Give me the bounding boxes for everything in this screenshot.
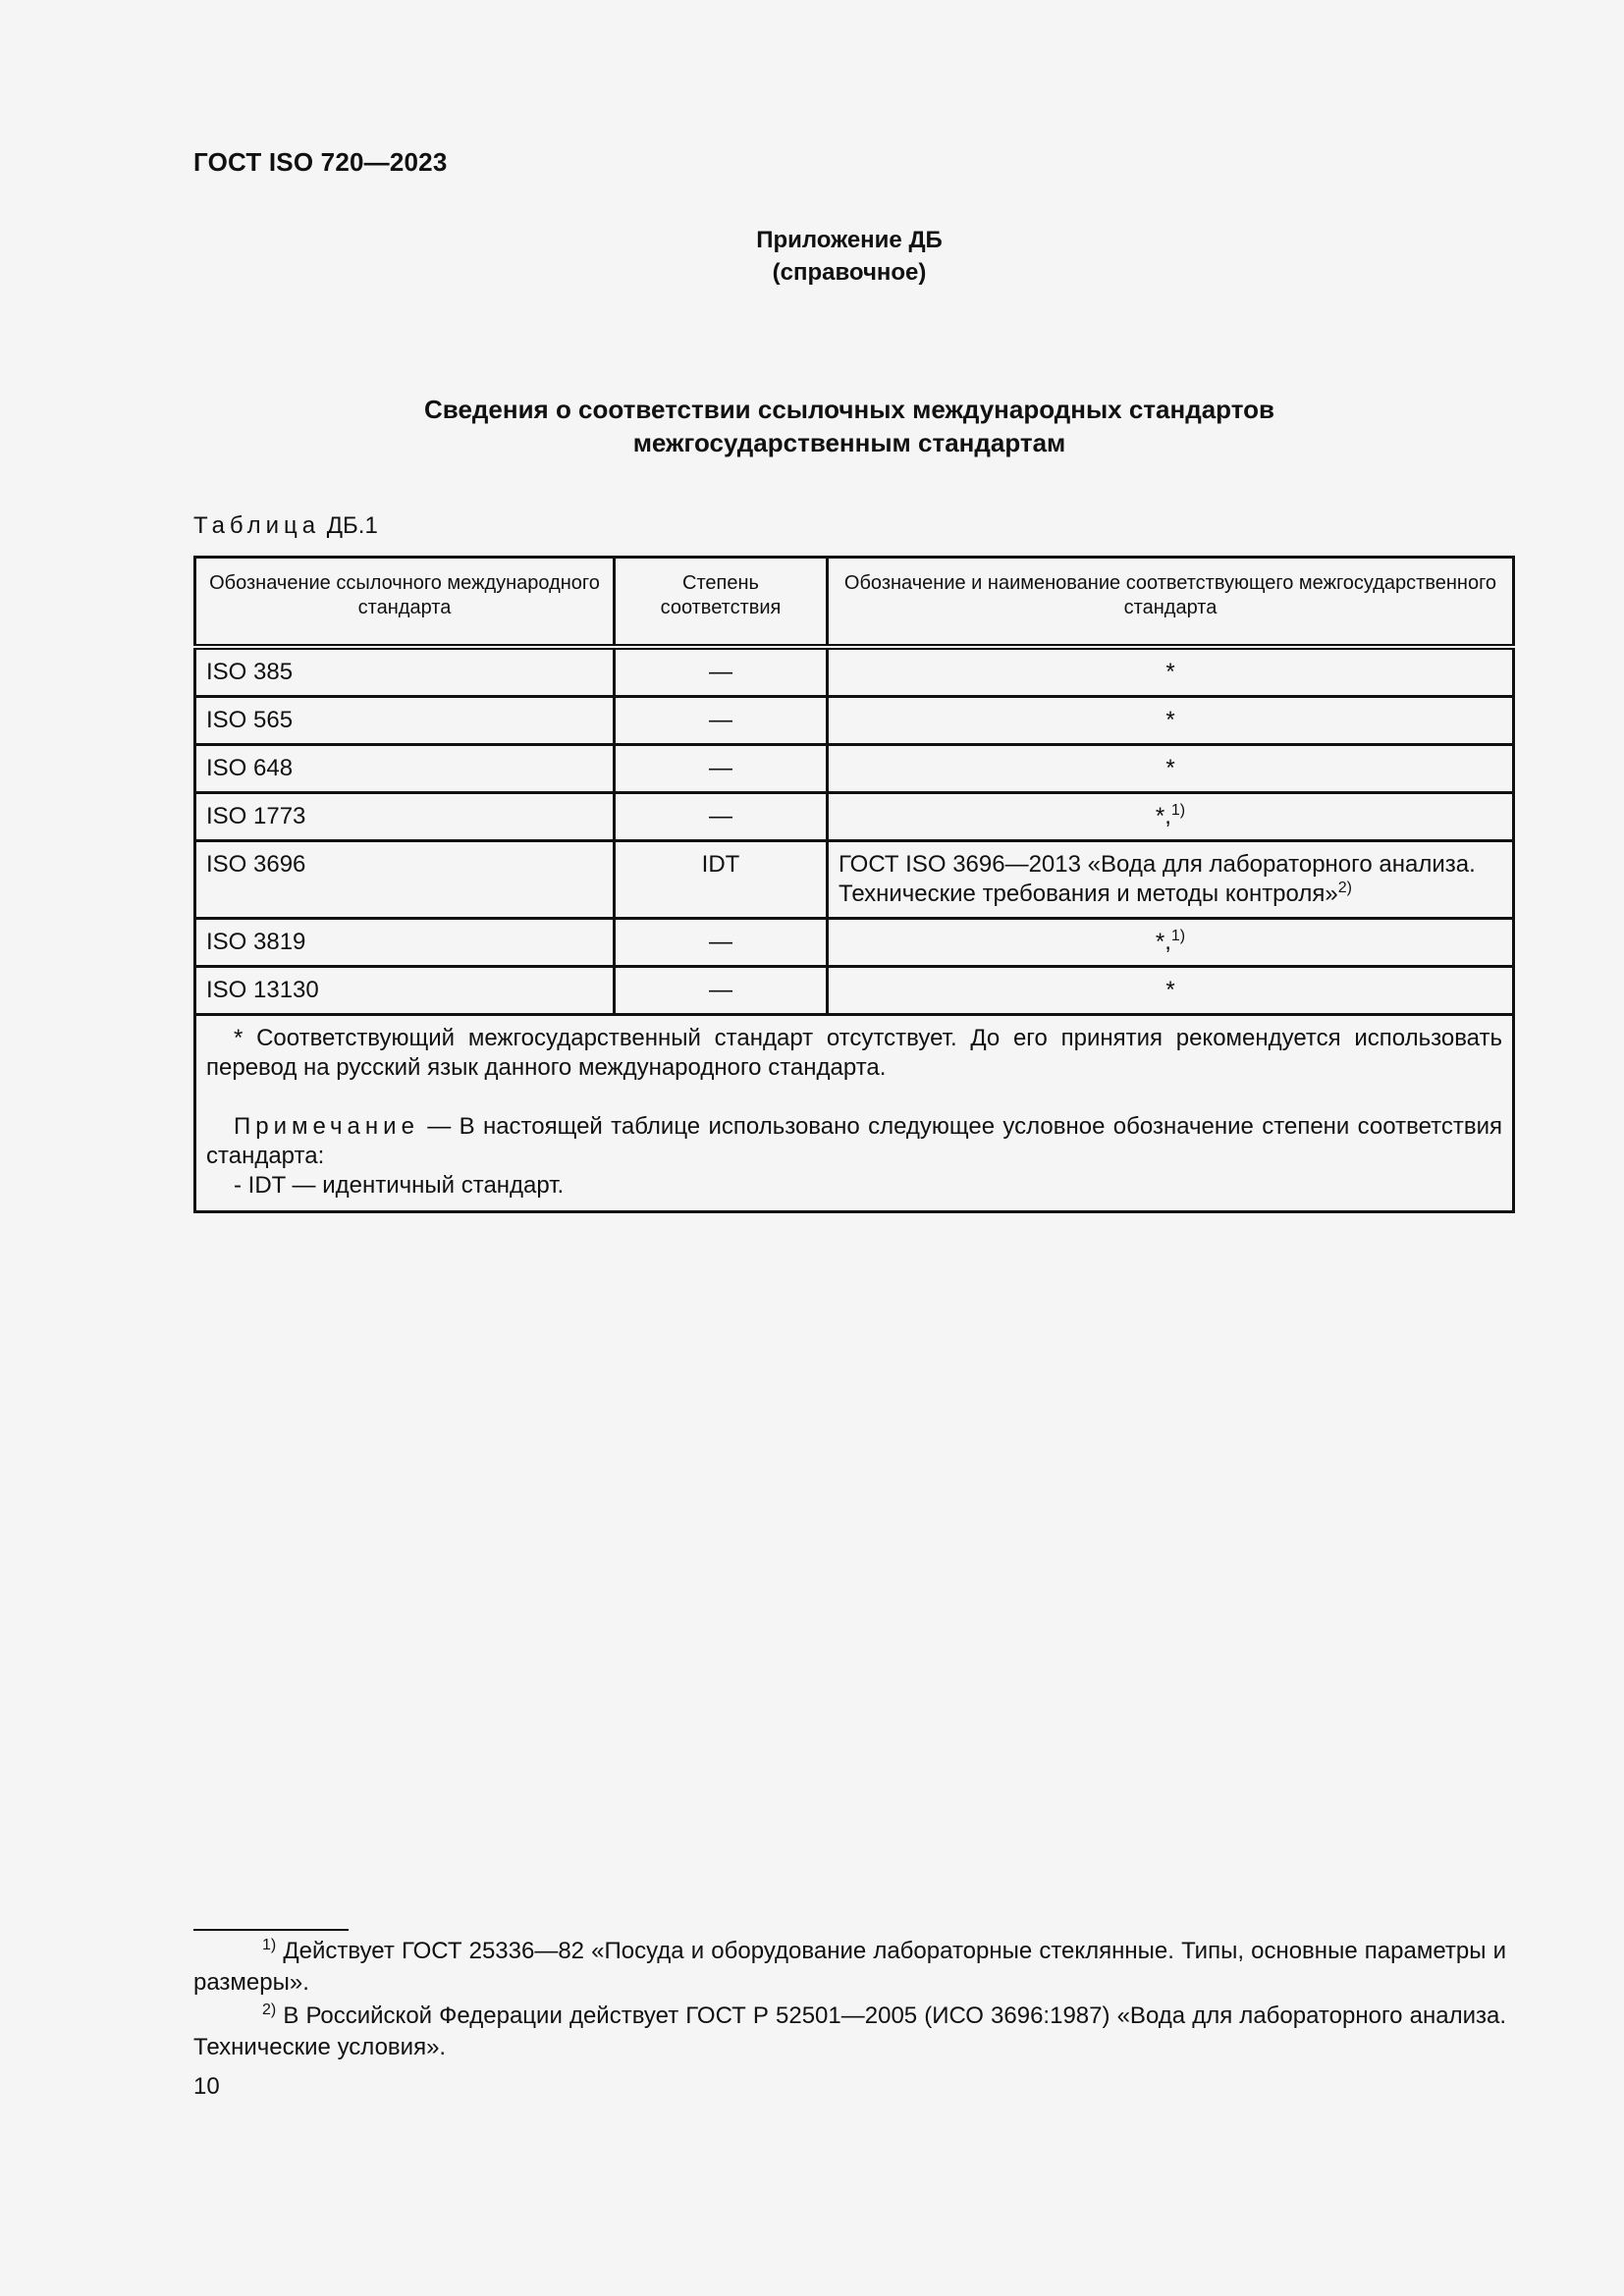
cell-reference: ISO 385	[195, 647, 615, 697]
national-text: *	[1165, 707, 1175, 733]
table-notes-row	[195, 1015, 1514, 1212]
note-text: — В настоящей таблице использовано следующее условное обозначение степени соответствия стандарта:	[206, 1113, 1502, 1169]
table-label	[193, 512, 378, 540]
national-text: *,	[1155, 929, 1171, 955]
cell-reference: ISO 1773	[195, 793, 615, 841]
cell-reference: ISO 3819	[195, 919, 615, 967]
note-star: * Соответствующий межгосударственный стандарт отсутствует. До его принятия рекомендуется использовать перевод на русский язык данного международного стандарта.	[206, 1025, 1502, 1081]
cell-reference: ISO 3696	[195, 841, 615, 919]
cell-reference: ISO 648	[195, 745, 615, 793]
table-row	[195, 919, 1514, 967]
cell-national	[828, 745, 1514, 793]
cell-degree: IDT	[615, 841, 828, 919]
column-header-reference: Обозначение ссылочного международного стандарта	[195, 558, 615, 648]
table-row	[195, 841, 1514, 919]
cell-degree: —	[615, 793, 828, 841]
cell-reference: ISO 565	[195, 697, 615, 745]
section-title	[0, 393, 1624, 459]
footnote-2	[193, 2001, 1506, 2063]
table-row	[195, 647, 1514, 697]
national-text: *	[1165, 977, 1175, 1003]
cell-reference: ISO 13130	[195, 967, 615, 1015]
table-label-id: ДБ.1	[326, 512, 378, 539]
annex-title: Приложение ДБ	[756, 227, 943, 253]
footnote-ref: 2)	[1337, 880, 1352, 896]
cell-degree: —	[615, 919, 828, 967]
note-paragraph	[206, 1112, 1502, 1171]
footnote-ref: 1)	[1170, 802, 1186, 819]
cell-national	[828, 697, 1514, 745]
cell-national	[828, 647, 1514, 697]
national-text: ГОСТ ISO 3696—2013 «Вода для лабораторного анализа. Технические требования и методы контроля»	[839, 851, 1476, 907]
annex-subtitle: (справочное)	[772, 259, 927, 286]
national-text: *	[1165, 755, 1175, 781]
footnote-ref: 1)	[1170, 928, 1186, 944]
footnote-separator	[193, 1929, 349, 1931]
section-title-line2: межгосударственным стандартам	[632, 428, 1066, 457]
cell-national	[828, 919, 1514, 967]
national-text: *,	[1155, 803, 1171, 829]
cell-national	[828, 841, 1514, 919]
note-item: - IDT — идентичный стандарт.	[234, 1172, 565, 1199]
footnote-mark: 1)	[262, 1937, 277, 1953]
cell-degree: —	[615, 647, 828, 697]
table-row	[195, 697, 1514, 745]
column-header-national: Обозначение и наименование соответствующего межгосударственного стандарта	[828, 558, 1514, 648]
table-notes	[195, 1015, 1514, 1212]
footnote-text: В Российской Федерации действует ГОСТ Р 52501—2005 (ИСО 3696:1987) «Вода для лабораторного анализа. Технические условия».	[193, 2002, 1506, 2060]
annex-heading	[0, 224, 1624, 289]
column-header-degree: Степень соответствия	[615, 558, 828, 648]
table-row	[195, 793, 1514, 841]
correspondence-table	[193, 556, 1515, 1213]
cell-degree: —	[615, 745, 828, 793]
table-row	[195, 967, 1514, 1015]
footnote-mark: 2)	[262, 2002, 277, 2018]
table-header-row	[195, 558, 1514, 648]
page-number: 10	[193, 2073, 220, 2100]
table-row	[195, 745, 1514, 793]
cell-national	[828, 967, 1514, 1015]
document-header: ГОСТ ISO 720—2023	[193, 147, 448, 177]
footnote-1	[193, 1936, 1506, 1999]
footnotes	[193, 1936, 1506, 2065]
section-title-line1: Сведения о соответствии ссылочных международных стандартов	[424, 395, 1274, 424]
footnote-text: Действует ГОСТ 25336—82 «Посуда и оборудование лабораторные стеклянные. Типы, основные параметры и размеры».	[193, 1938, 1506, 1996]
table-label-word: Таблица	[193, 512, 321, 539]
note-head: Примечание	[234, 1113, 419, 1140]
cell-national	[828, 793, 1514, 841]
national-text: *	[1165, 659, 1175, 685]
cell-degree: —	[615, 697, 828, 745]
cell-degree: —	[615, 967, 828, 1015]
